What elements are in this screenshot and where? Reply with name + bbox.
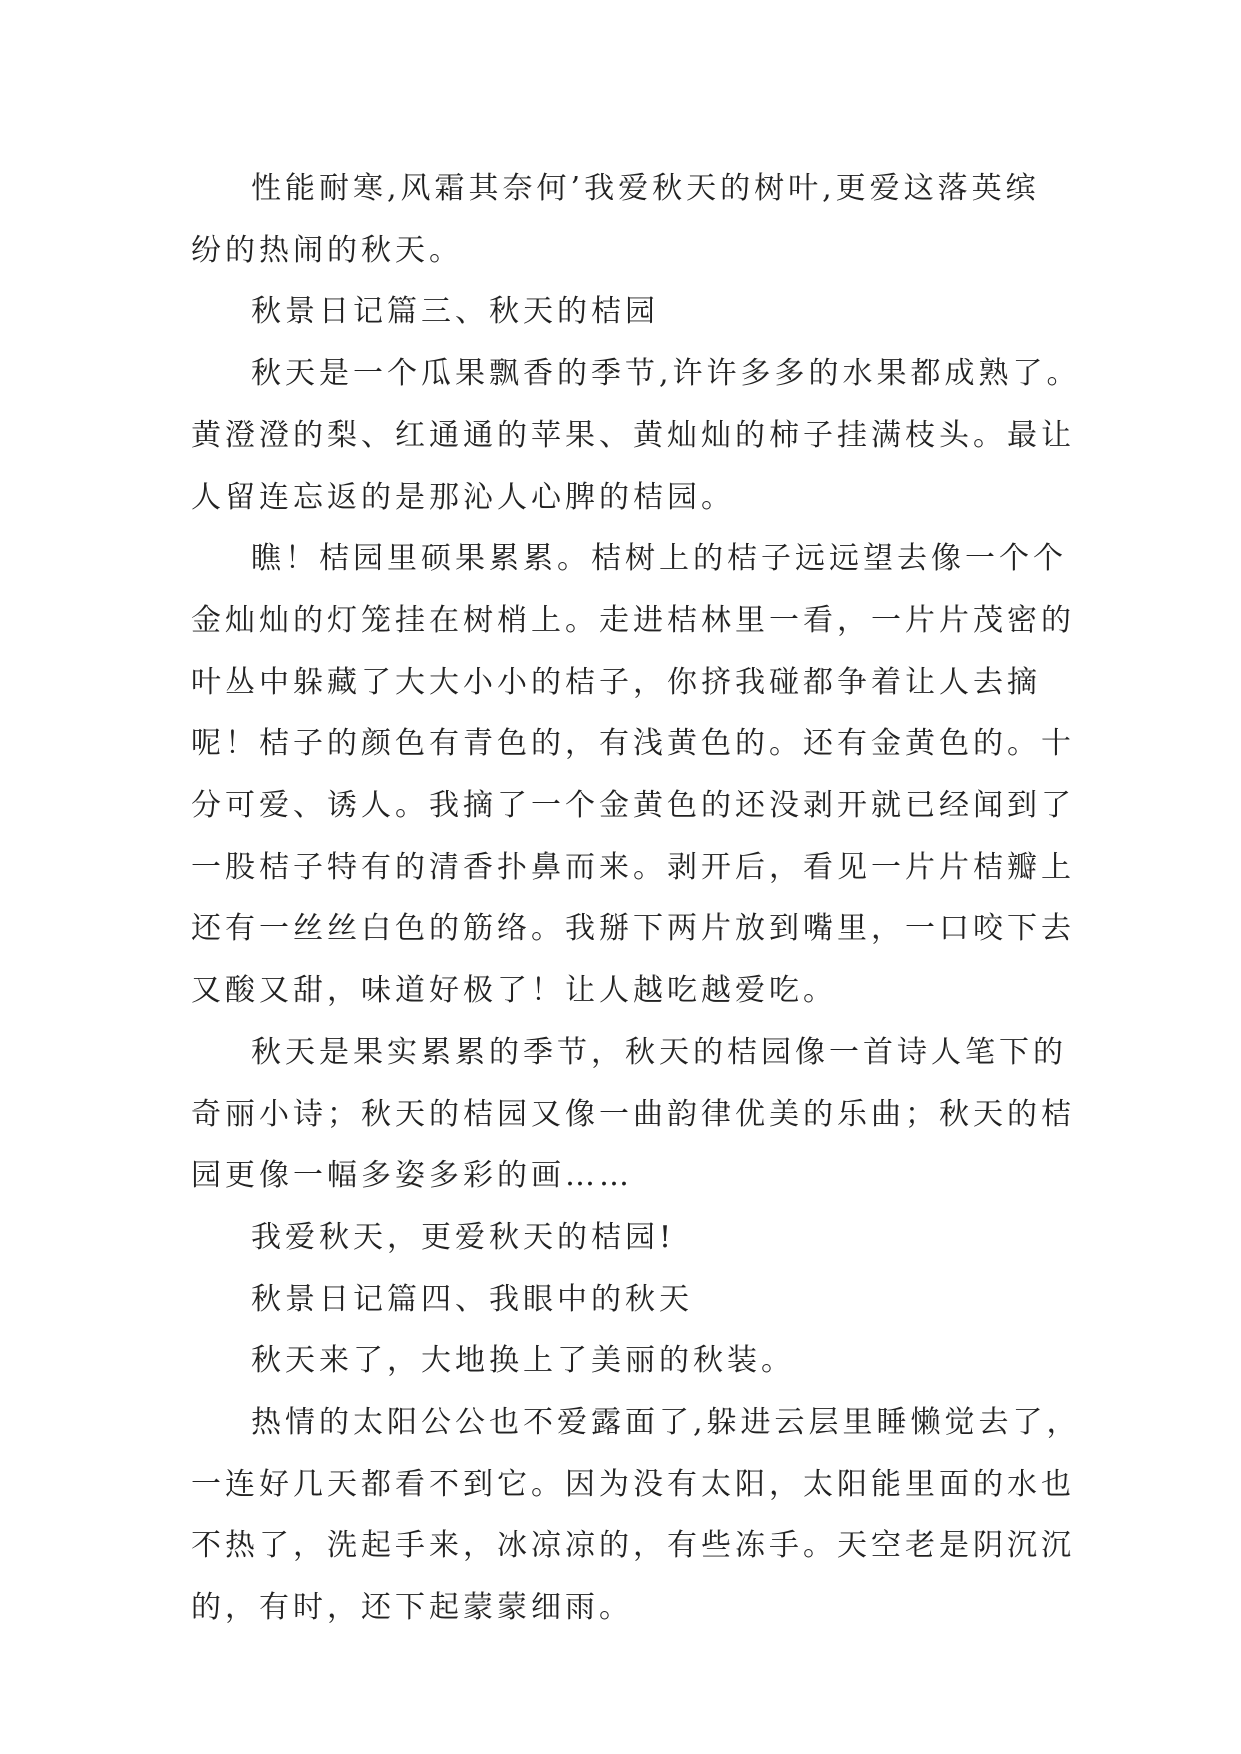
text-line: 我爱秋天，更爱秋天的桔园! xyxy=(251,1219,676,1255)
text-line: 不热了，洗起手来，冰凉凉的，有些冻手。天空老是阴沉沉 xyxy=(191,1528,1075,1564)
text-line: 金灿灿的灯笼挂在树梢上。走进桔林里一看，一片片茂密的 xyxy=(191,602,1075,638)
text-line: 还有一丝丝白色的筋络。我掰下两片放到嘴里，一口咬下去 xyxy=(191,911,1075,947)
text-line: 秋天来了，大地换上了美丽的秋装。 xyxy=(251,1343,795,1379)
text-line: 性能耐寒,风霜其奈何’我爱秋天的树叶,更爱这落英缤 xyxy=(251,171,1040,206)
text-line: 的，有时，还下起蒙蒙细雨。 xyxy=(191,1590,633,1626)
document-body xyxy=(191,158,1081,1639)
section-heading: 秋景日记篇四、我眼中的秋天 xyxy=(251,1281,693,1317)
text-line: 呢！桔子的颜色有青色的，有浅黄色的。还有金黄色的。十 xyxy=(191,726,1075,762)
text-line: 热情的太阳公公也不爱露面了,躲进云层里睡懒觉去了， xyxy=(251,1405,1081,1441)
text-line: 又酸又甜，味道好极了！让人越吃越爱吃。 xyxy=(191,973,837,1009)
text-line: 人留连忘返的是那沁人心脾的桔园。 xyxy=(191,479,735,515)
text-line: 瞧！桔园里硕果累累。桔树上的桔子远远望去像一个个 xyxy=(251,541,1067,577)
text-line: 一连好几天都看不到它。因为没有太阳，太阳能里面的水也 xyxy=(191,1466,1075,1502)
text-line: 纷的热闹的秋天。 xyxy=(191,232,463,268)
text-line: 奇丽小诗；秋天的桔园又像一曲韵律优美的乐曲；秋天的桔 xyxy=(191,1096,1075,1132)
text-line: 黄澄澄的梨、红通通的苹果、黄灿灿的柿子挂满枝头。最让 xyxy=(191,417,1075,453)
text-line: 一股桔子特有的清香扑鼻而来。剥开后，看见一片片桔瓣上 xyxy=(191,849,1075,885)
text-line: 叶丛中躲藏了大大小小的桔子，你挤我碰都争着让人去摘 xyxy=(191,664,1041,700)
text-line: 秋天是果实累累的季节，秋天的桔园像一首诗人笔下的 xyxy=(251,1034,1067,1070)
text-line: 分可爱、诱人。我摘了一个金黄色的还没剥开就已经闻到了 xyxy=(191,788,1075,824)
text-line: 园更像一幅多姿多彩的画…… xyxy=(191,1158,633,1194)
section-heading: 秋景日记篇三、秋天的桔园 xyxy=(251,294,659,330)
text-line: 秋天是一个瓜果飘香的季节,许许多多的水果都成熟了。 xyxy=(251,356,1081,392)
